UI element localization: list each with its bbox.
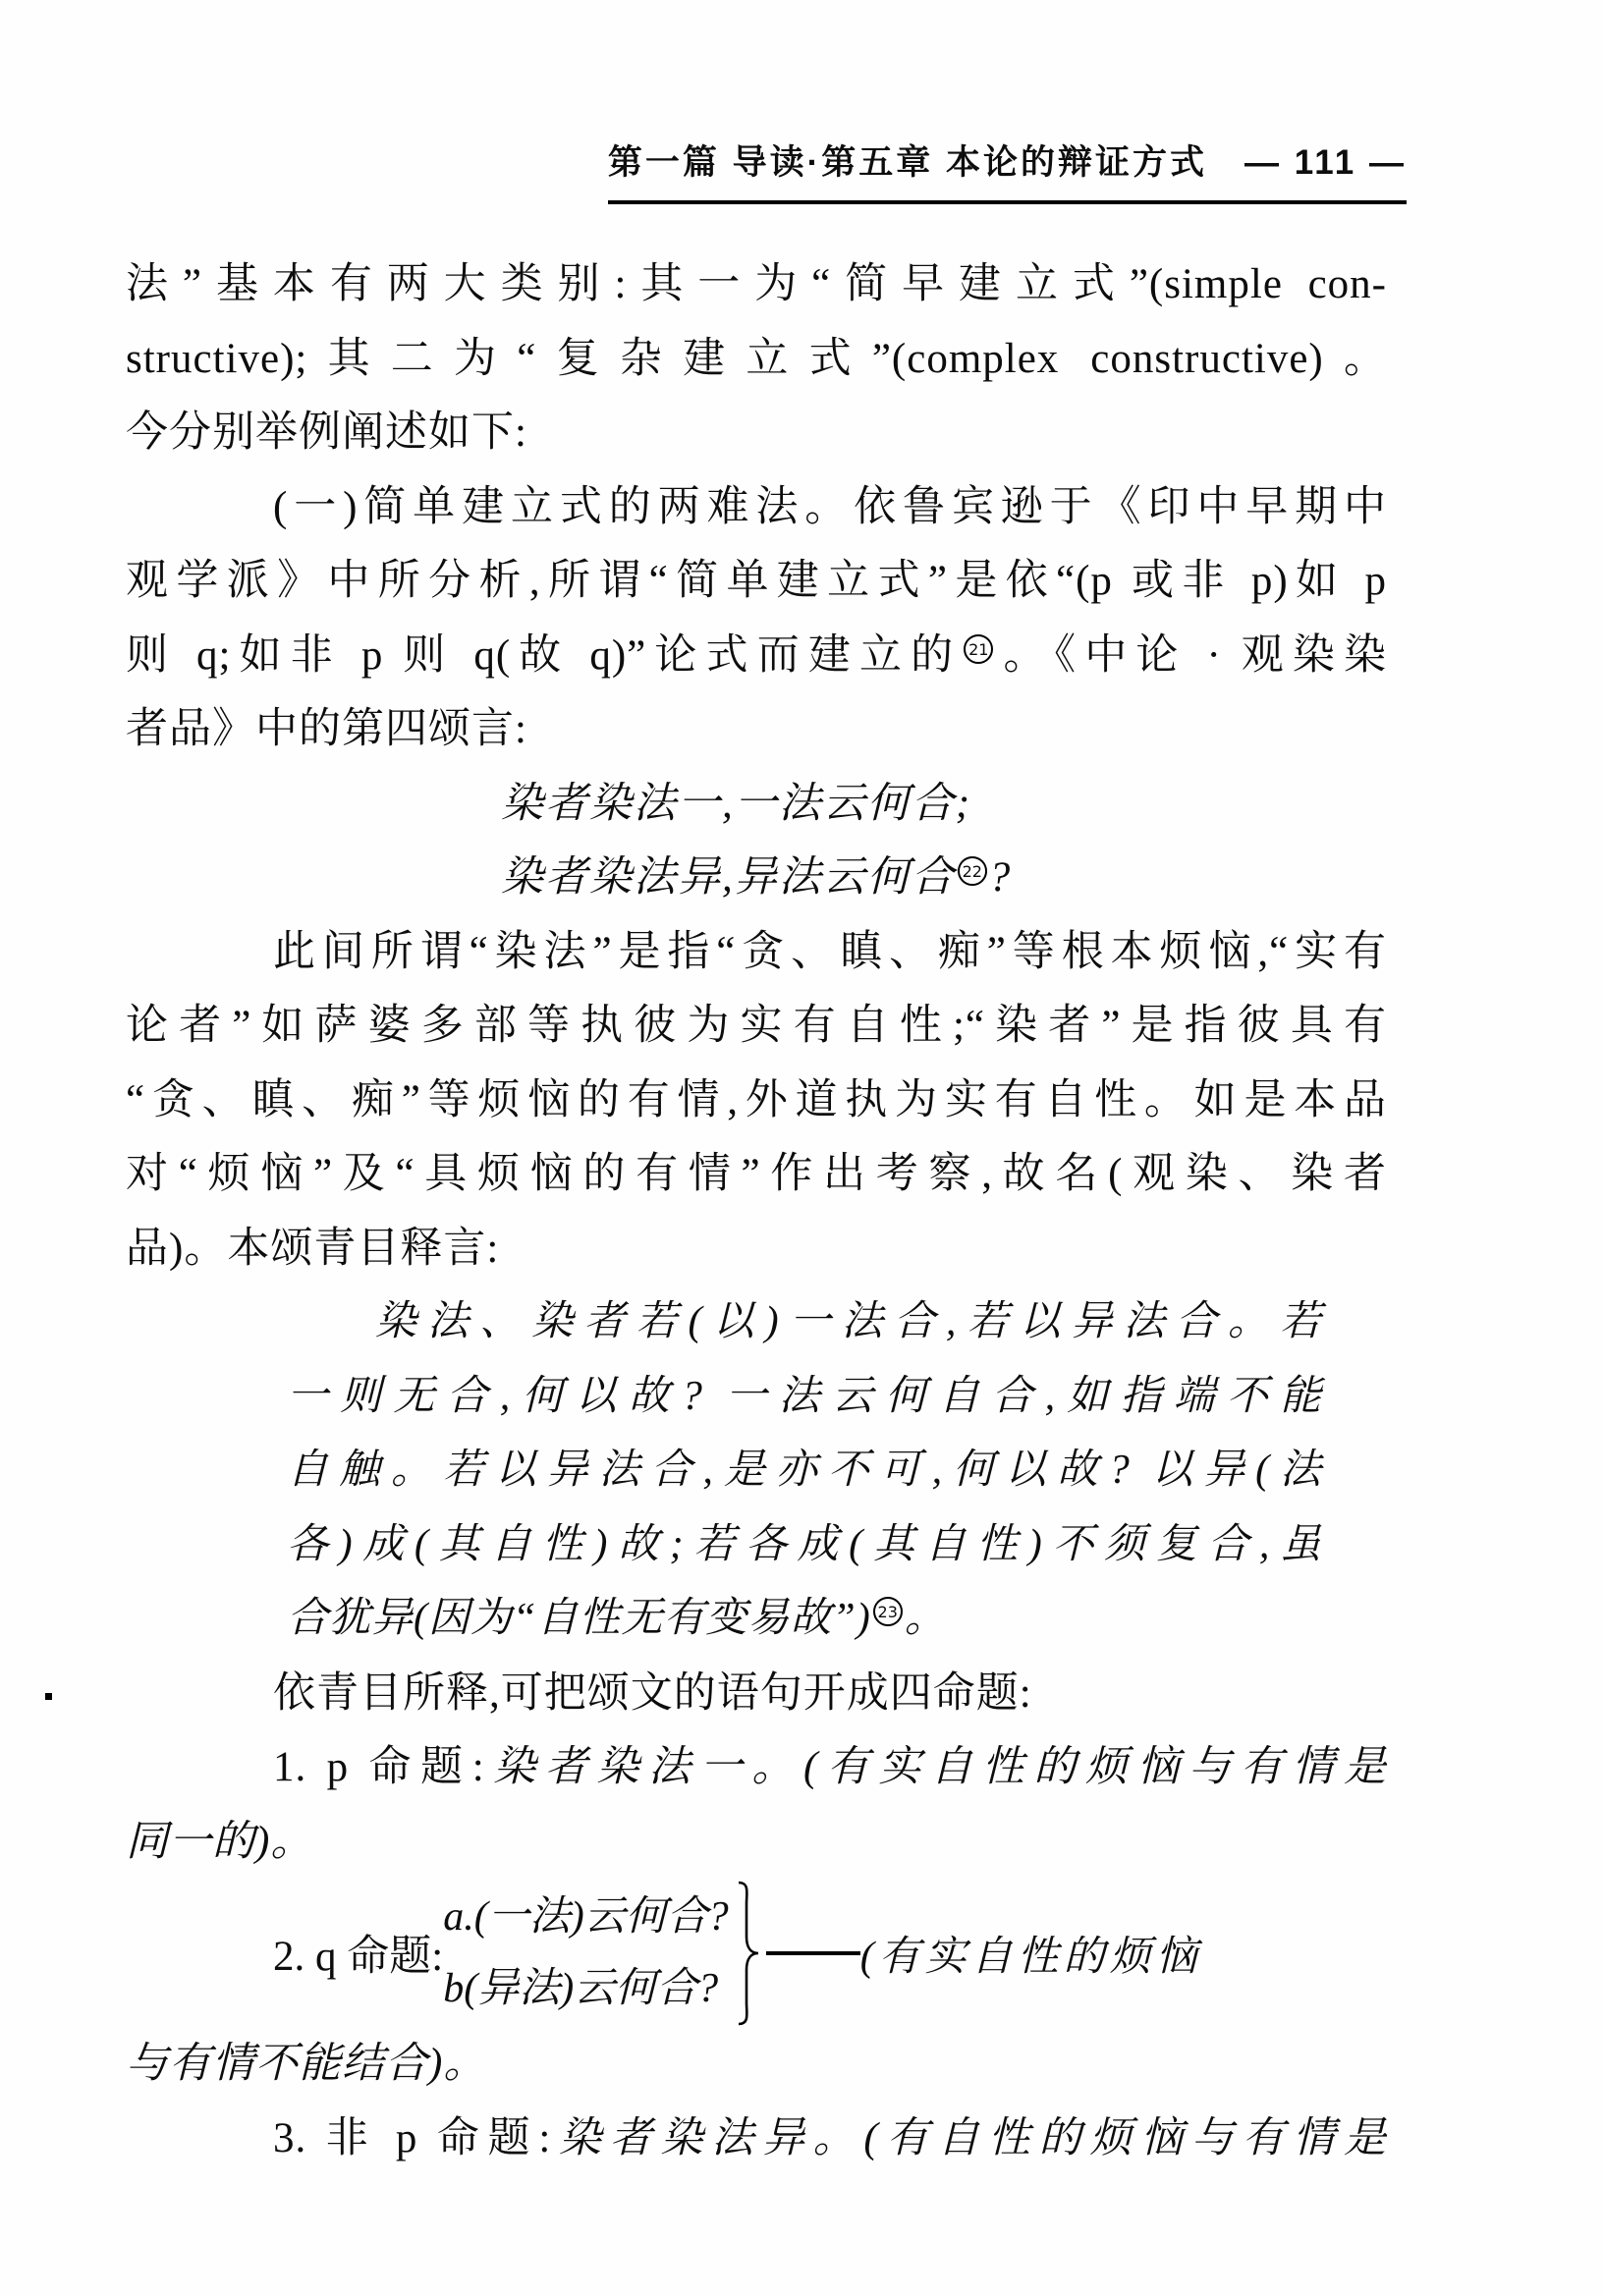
line-text: 合犹异(因为“自性无有变易故”) <box>287 1596 871 1641</box>
line-text: 。《中论 · 观染染 <box>995 631 1387 679</box>
text-line: 同一的)。 <box>126 1818 314 1865</box>
quote-line: 一则无合,何以故? 一法云何自合,如指端不能 <box>287 1373 1322 1419</box>
proposition-3-line <box>126 2102 1387 2176</box>
text-line: 品)。本颂青目释言: <box>126 1225 500 1272</box>
text-line: 法”基本有两大类别:其一为“简早建立式”(simple con- <box>126 261 1387 307</box>
text-line: 与有情不能结合)。 <box>126 2041 487 2087</box>
text-line: 观学派》中所分析,所谓“简单建立式”是依“(p 或非 p)如 p <box>126 558 1387 604</box>
line-text: 。 <box>904 1596 947 1641</box>
footnote-mark-23: 23 <box>873 1597 903 1626</box>
quote-line: 自触。若以异法合,是亦不可,何以故? 以异(法 <box>287 1448 1322 1493</box>
q-options <box>443 1882 728 2025</box>
text-line: structive);其二为“复杂建立式”(complex constructive)。 <box>126 335 1387 382</box>
proposition-text: 染者染法一。(有实自性的烦恼与有情是 <box>484 1744 1387 1790</box>
proposition-text: 染者染法异。(有自性的烦恼与有情是 <box>551 2114 1387 2161</box>
connector-line <box>766 1951 860 1955</box>
line-text: ? <box>988 854 1013 901</box>
footnote-mark-22: 22 <box>958 856 987 886</box>
text-line: “贪、瞋、痴”等烦恼的有情,外道执为实有自性。如是本品 <box>126 1076 1387 1123</box>
proposition-1-line <box>126 1730 1387 1805</box>
line-text: 则 q;如非 p 则 q(故 q)”论式而建立的 <box>126 631 963 679</box>
verse-line: 染者染法一,一法云何合; <box>501 780 972 827</box>
option-b: b(异法)云何合? <box>443 1965 719 2011</box>
quote-line <box>126 1582 1387 1657</box>
text-line: 此间所谓“染法”是指“贪、瞋、痴”等根本烦恼,“实有 <box>273 928 1387 975</box>
proposition-q-diagram <box>126 1879 1387 2027</box>
page-number: — 111 — <box>1244 143 1407 182</box>
brace-icon <box>735 1880 762 2027</box>
proposition-label: 3. 非 p 命题: <box>273 2114 552 2161</box>
running-head <box>608 136 1407 204</box>
margin-dot <box>45 1693 52 1700</box>
verse-line <box>126 841 1387 915</box>
text-line: 对“烦恼”及“具烦恼的有情”作出考察,故名(观染、染者 <box>126 1151 1387 1197</box>
text-line: 者品》中的第四颂言: <box>126 706 527 752</box>
option-a: a.(一法)云何合? <box>443 1893 729 1940</box>
quote-line: 染法、染者若(以)一法合,若以异法合。若 <box>375 1299 1322 1344</box>
text-line: (一)简单建立式的两难法。依鲁宾逊于《印中早期中 <box>273 483 1387 530</box>
page-body <box>126 247 1387 2175</box>
footnote-mark-21: 21 <box>964 634 993 664</box>
text-line: 依青目所释,可把颂文的语句开成四命题: <box>273 1669 1032 1717</box>
proposition-label: 1. p 命题: <box>273 1744 485 1790</box>
proposition-label: 2. q 命题: <box>273 1934 444 1980</box>
q-note: (有实自性的烦恼 <box>859 1934 1202 1980</box>
text-line: 今分别举例阐述如下: <box>126 410 527 456</box>
text-line: 论者”如萨婆多部等执彼为实有自性;“染者”是指彼具有 <box>126 1003 1387 1049</box>
line-text: 染者染法异,异法云何合 <box>501 854 956 901</box>
running-head-title: 第一篇 导读·第五章 本论的辩证方式 <box>607 143 1208 182</box>
text-line <box>126 619 1387 693</box>
quote-line: 各)成(其自性)故;若各成(其自性)不须复合,虽 <box>287 1521 1322 1567</box>
